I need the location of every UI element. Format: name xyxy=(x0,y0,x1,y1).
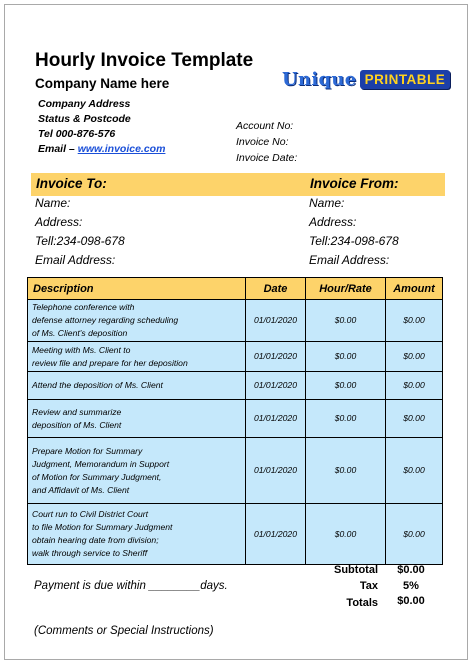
table-header-row xyxy=(28,278,443,300)
account-no-field: Account No: xyxy=(236,120,294,132)
row-hour-rate: $0.00 xyxy=(306,372,386,400)
totals-value: $0.00 xyxy=(397,595,425,607)
row-description: Telephone conference with defense attorney regarding scheduling of Ms. Client's deposition xyxy=(28,300,246,342)
invoice-date-field: Invoice Date: xyxy=(236,152,298,164)
col-header-date: Date xyxy=(246,278,306,300)
invoice-no-field: Invoice No: xyxy=(236,136,289,148)
invoice-from-name: Name: xyxy=(309,196,345,210)
table-row xyxy=(28,504,443,565)
unique-printable-logo xyxy=(282,67,450,91)
parties-header-bar xyxy=(31,173,445,196)
invoice-to-address: Address: xyxy=(35,215,83,229)
invoice-to-name: Name: xyxy=(35,196,71,210)
totals-label: Totals xyxy=(346,597,378,609)
row-hour-rate: $0.00 xyxy=(306,438,386,504)
row-amount: $0.00 xyxy=(386,504,443,565)
table-row xyxy=(28,400,443,438)
company-status-postcode: Status & Postcode xyxy=(38,113,131,125)
row-hour-rate: $0.00 xyxy=(306,342,386,372)
email-label: Email – xyxy=(38,143,78,155)
invoice-to-heading: Invoice To: xyxy=(36,176,107,191)
col-header-description: Description xyxy=(28,278,246,300)
tax-label: Tax xyxy=(359,580,378,592)
row-description: Review and summarize deposition of Ms. Client xyxy=(28,400,246,438)
row-date: 01/01/2020 xyxy=(246,342,306,372)
line-items-table xyxy=(27,277,443,565)
row-description: Prepare Motion for Summary Judgment, Memorandum in Support of Motion for Summary Judgment, and Affidavit of Ms. Client xyxy=(28,438,246,504)
row-date: 01/01/2020 xyxy=(246,372,306,400)
invoice-to-tel: Tell:234-098-678 xyxy=(35,234,125,248)
row-amount: $0.00 xyxy=(386,400,443,438)
payment-terms: Payment is due within ________days. xyxy=(34,580,228,592)
row-hour-rate: $0.00 xyxy=(306,400,386,438)
subtotal-value: $0.00 xyxy=(397,564,425,576)
invoice-from-heading: Invoice From: xyxy=(310,176,399,191)
table-row xyxy=(28,438,443,504)
row-amount: $0.00 xyxy=(386,372,443,400)
row-date: 01/01/2020 xyxy=(246,300,306,342)
row-hour-rate: $0.00 xyxy=(306,300,386,342)
invoice-from-address: Address: xyxy=(309,215,357,229)
company-email xyxy=(38,143,165,155)
row-amount: $0.00 xyxy=(386,342,443,372)
row-hour-rate: $0.00 xyxy=(306,504,386,565)
table-row xyxy=(28,300,443,342)
row-date: 01/01/2020 xyxy=(246,400,306,438)
invoice-from-tel: Tell:234-098-678 xyxy=(309,234,399,248)
subtotal-label: Subtotal xyxy=(334,564,378,576)
row-amount: $0.00 xyxy=(386,300,443,342)
table-row xyxy=(28,342,443,372)
invoice-from-email: Email Address: xyxy=(309,253,390,267)
invoice-to-email: Email Address: xyxy=(35,253,116,267)
table-row xyxy=(28,372,443,400)
company-tel: Tel 000-876-576 xyxy=(38,128,116,140)
row-date: 01/01/2020 xyxy=(246,504,306,565)
page-title: Hourly Invoice Template xyxy=(35,50,254,71)
col-header-amount: Amount xyxy=(386,278,443,300)
tax-value: 5% xyxy=(403,580,419,592)
row-date: 01/01/2020 xyxy=(246,438,306,504)
logo-word-unique: Unique xyxy=(282,68,357,90)
email-link[interactable]: www.invoice.com xyxy=(77,143,166,155)
comments-note: (Comments or Special Instructions) xyxy=(34,625,214,637)
logo-word-printable: PRINTABLE xyxy=(360,70,451,89)
row-description: Attend the deposition of Ms. Client xyxy=(28,372,246,400)
company-address: Company Address xyxy=(38,98,131,110)
company-name: Company Name here xyxy=(35,76,170,91)
row-description: Meeting with Ms. Client to review file and prepare for her deposition xyxy=(28,342,246,372)
row-description: Court run to Civil District Court to file Motion for Summary Judgment obtain hearing date from division; walk through service to Sheriff xyxy=(28,504,246,565)
col-header-hour-rate: Hour/Rate xyxy=(306,278,386,300)
row-amount: $0.00 xyxy=(386,438,443,504)
